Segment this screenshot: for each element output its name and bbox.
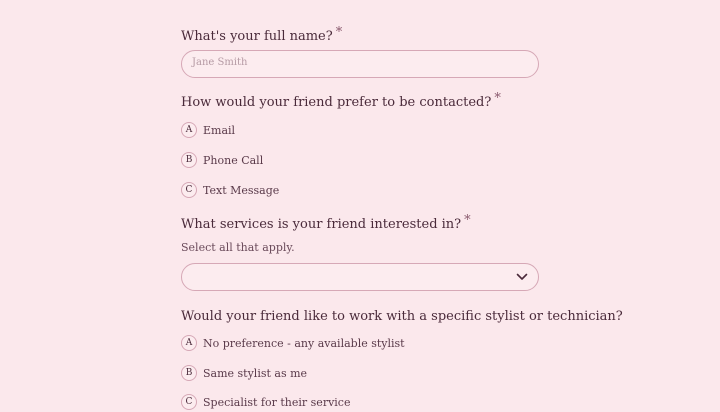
full-name-label: What's your full name? (181, 29, 333, 44)
chevron-down-icon (516, 272, 528, 282)
option-label: No preference - any available stylist (203, 336, 405, 350)
option-key-badge: A (181, 335, 197, 351)
contact-method-question (181, 91, 501, 110)
full-name-placeholder: Jane Smith (192, 57, 248, 68)
full-name-input[interactable] (181, 50, 539, 78)
stylist-option-specialist[interactable] (181, 392, 350, 412)
services-hint: Select all that apply. (181, 241, 295, 254)
required-asterisk: * (335, 25, 343, 40)
option-label: Phone Call (203, 153, 264, 167)
option-label: Email (203, 123, 236, 137)
required-asterisk: * (464, 213, 471, 228)
option-key-badge: C (181, 394, 197, 410)
full-name-question (181, 25, 343, 44)
contact-option-phone-call[interactable] (181, 150, 263, 170)
required-asterisk: * (494, 91, 501, 106)
contact-method-label: How would your friend prefer to be contacted? (181, 95, 492, 110)
option-label: Specialist for their service (203, 395, 351, 409)
option-label: Text Message (203, 183, 280, 197)
contact-option-email[interactable] (181, 120, 235, 140)
option-key-badge: C (181, 182, 197, 198)
contact-option-text-message[interactable] (181, 180, 279, 200)
option-key-badge: B (181, 365, 197, 381)
option-key-badge: A (181, 122, 197, 138)
option-key-badge: B (181, 152, 197, 168)
stylist-question: Would your friend like to work with a specific stylist or technician? (181, 309, 623, 324)
services-label: What services is your friend interested in? (181, 217, 462, 232)
stylist-option-same-stylist[interactable] (181, 363, 307, 383)
services-select[interactable] (181, 263, 539, 291)
stylist-option-no-preference[interactable] (181, 333, 405, 353)
option-label: Same stylist as me (203, 366, 308, 380)
services-question (181, 213, 471, 232)
